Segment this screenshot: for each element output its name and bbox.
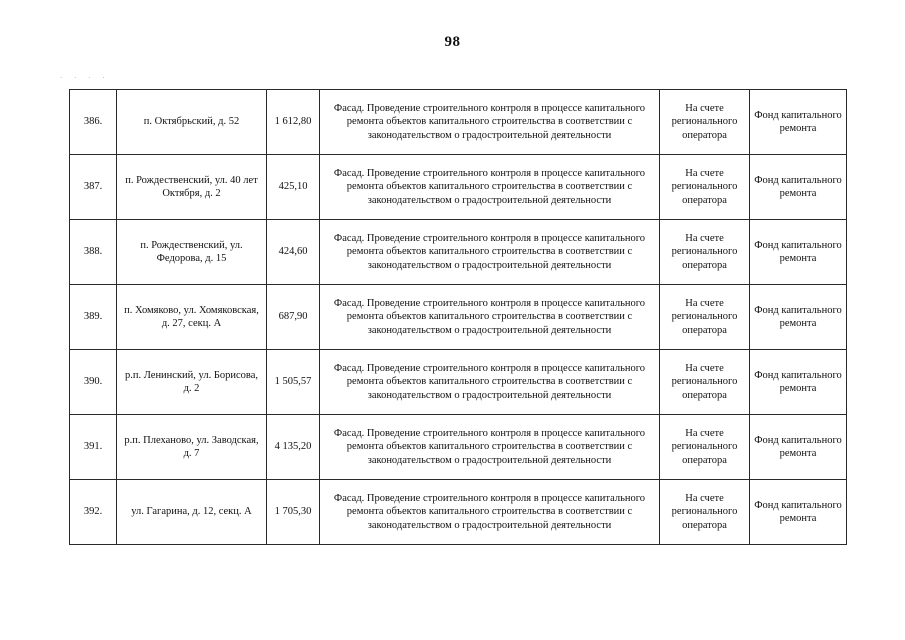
account-cell: На счете регионального оператора <box>660 90 750 155</box>
area-cell: 4 135,20 <box>267 415 320 480</box>
address-cell: р.п. Плеханово, ул. Заводская, д. 7 <box>117 415 267 480</box>
address-cell: р.п. Ленинский, ул. Борисова, д. 2 <box>117 350 267 415</box>
funding-source-cell: Фонд капитального ремонта <box>750 285 847 350</box>
work-type-cell: Фасад. Проведение строительного контроля в процессе капитального ремонта объектов капитального строительства в соответствии с законодательством о градостроительной деятельности <box>320 285 660 350</box>
address-cell: п. Рождественский, ул. 40 лет Октября, д. 2 <box>117 155 267 220</box>
area-cell: 425,10 <box>267 155 320 220</box>
repair-registry-table <box>69 89 847 545</box>
table-row <box>70 155 847 220</box>
table-row <box>70 415 847 480</box>
area-cell: 1 705,30 <box>267 480 320 545</box>
table-row <box>70 350 847 415</box>
funding-source-cell: Фонд капитального ремонта <box>750 480 847 545</box>
page-number: 98 <box>444 34 461 50</box>
table-body <box>70 90 847 545</box>
funding-source-cell: Фонд капитального ремонта <box>750 415 847 480</box>
account-cell: На счете регионального оператора <box>660 415 750 480</box>
area-cell: 1 612,80 <box>267 90 320 155</box>
funding-source-cell: Фонд капитального ремонта <box>750 155 847 220</box>
area-cell: 687,90 <box>267 285 320 350</box>
address-cell: п. Рождественский, ул. Федорова, д. 15 <box>117 220 267 285</box>
work-type-cell: Фасад. Проведение строительного контроля в процессе капитального ремонта объектов капитального строительства в соответствии с законодательством о градостроительной деятельности <box>320 415 660 480</box>
area-cell: 1 505,57 <box>267 350 320 415</box>
account-cell: На счете регионального оператора <box>660 285 750 350</box>
address-cell: п. Октябрьский, д. 52 <box>117 90 267 155</box>
table-row <box>70 90 847 155</box>
scan-marks: · · · · <box>60 74 110 82</box>
account-cell: На счете регионального оператора <box>660 350 750 415</box>
row-number-cell: 392. <box>70 480 117 545</box>
funding-source-cell: Фонд капитального ремонта <box>750 350 847 415</box>
account-cell: На счете регионального оператора <box>660 480 750 545</box>
work-type-cell: Фасад. Проведение строительного контроля в процессе капитального ремонта объектов капитального строительства в соответствии с законодательством о градостроительной деятельности <box>320 350 660 415</box>
work-type-cell: Фасад. Проведение строительного контроля в процессе капитального ремонта объектов капитального строительства в соответствии с законодательством о градостроительной деятельности <box>320 220 660 285</box>
work-type-cell: Фасад. Проведение строительного контроля в процессе капитального ремонта объектов капитального строительства в соответствии с законодательством о градостроительной деятельности <box>320 155 660 220</box>
funding-source-cell: Фонд капитального ремонта <box>750 220 847 285</box>
row-number-cell: 391. <box>70 415 117 480</box>
row-number-cell: 389. <box>70 285 117 350</box>
table-row <box>70 220 847 285</box>
account-cell: На счете регионального оператора <box>660 220 750 285</box>
row-number-cell: 387. <box>70 155 117 220</box>
account-cell: На счете регионального оператора <box>660 155 750 220</box>
work-type-cell: Фасад. Проведение строительного контроля в процессе капитального ремонта объектов капитального строительства в соответствии с законодательством о градостроительной деятельности <box>320 480 660 545</box>
row-number-cell: 390. <box>70 350 117 415</box>
address-cell: ул. Гагарина, д. 12, секц. А <box>117 480 267 545</box>
table-row <box>70 480 847 545</box>
table-row <box>70 285 847 350</box>
work-type-cell: Фасад. Проведение строительного контроля в процессе капитального ремонта объектов капитального строительства в соответствии с законодательством о градостроительной деятельности <box>320 90 660 155</box>
row-number-cell: 386. <box>70 90 117 155</box>
row-number-cell: 388. <box>70 220 117 285</box>
address-cell: п. Хомяково, ул. Хомяковская, д. 27, секц. А <box>117 285 267 350</box>
funding-source-cell: Фонд капитального ремонта <box>750 90 847 155</box>
area-cell: 424,60 <box>267 220 320 285</box>
